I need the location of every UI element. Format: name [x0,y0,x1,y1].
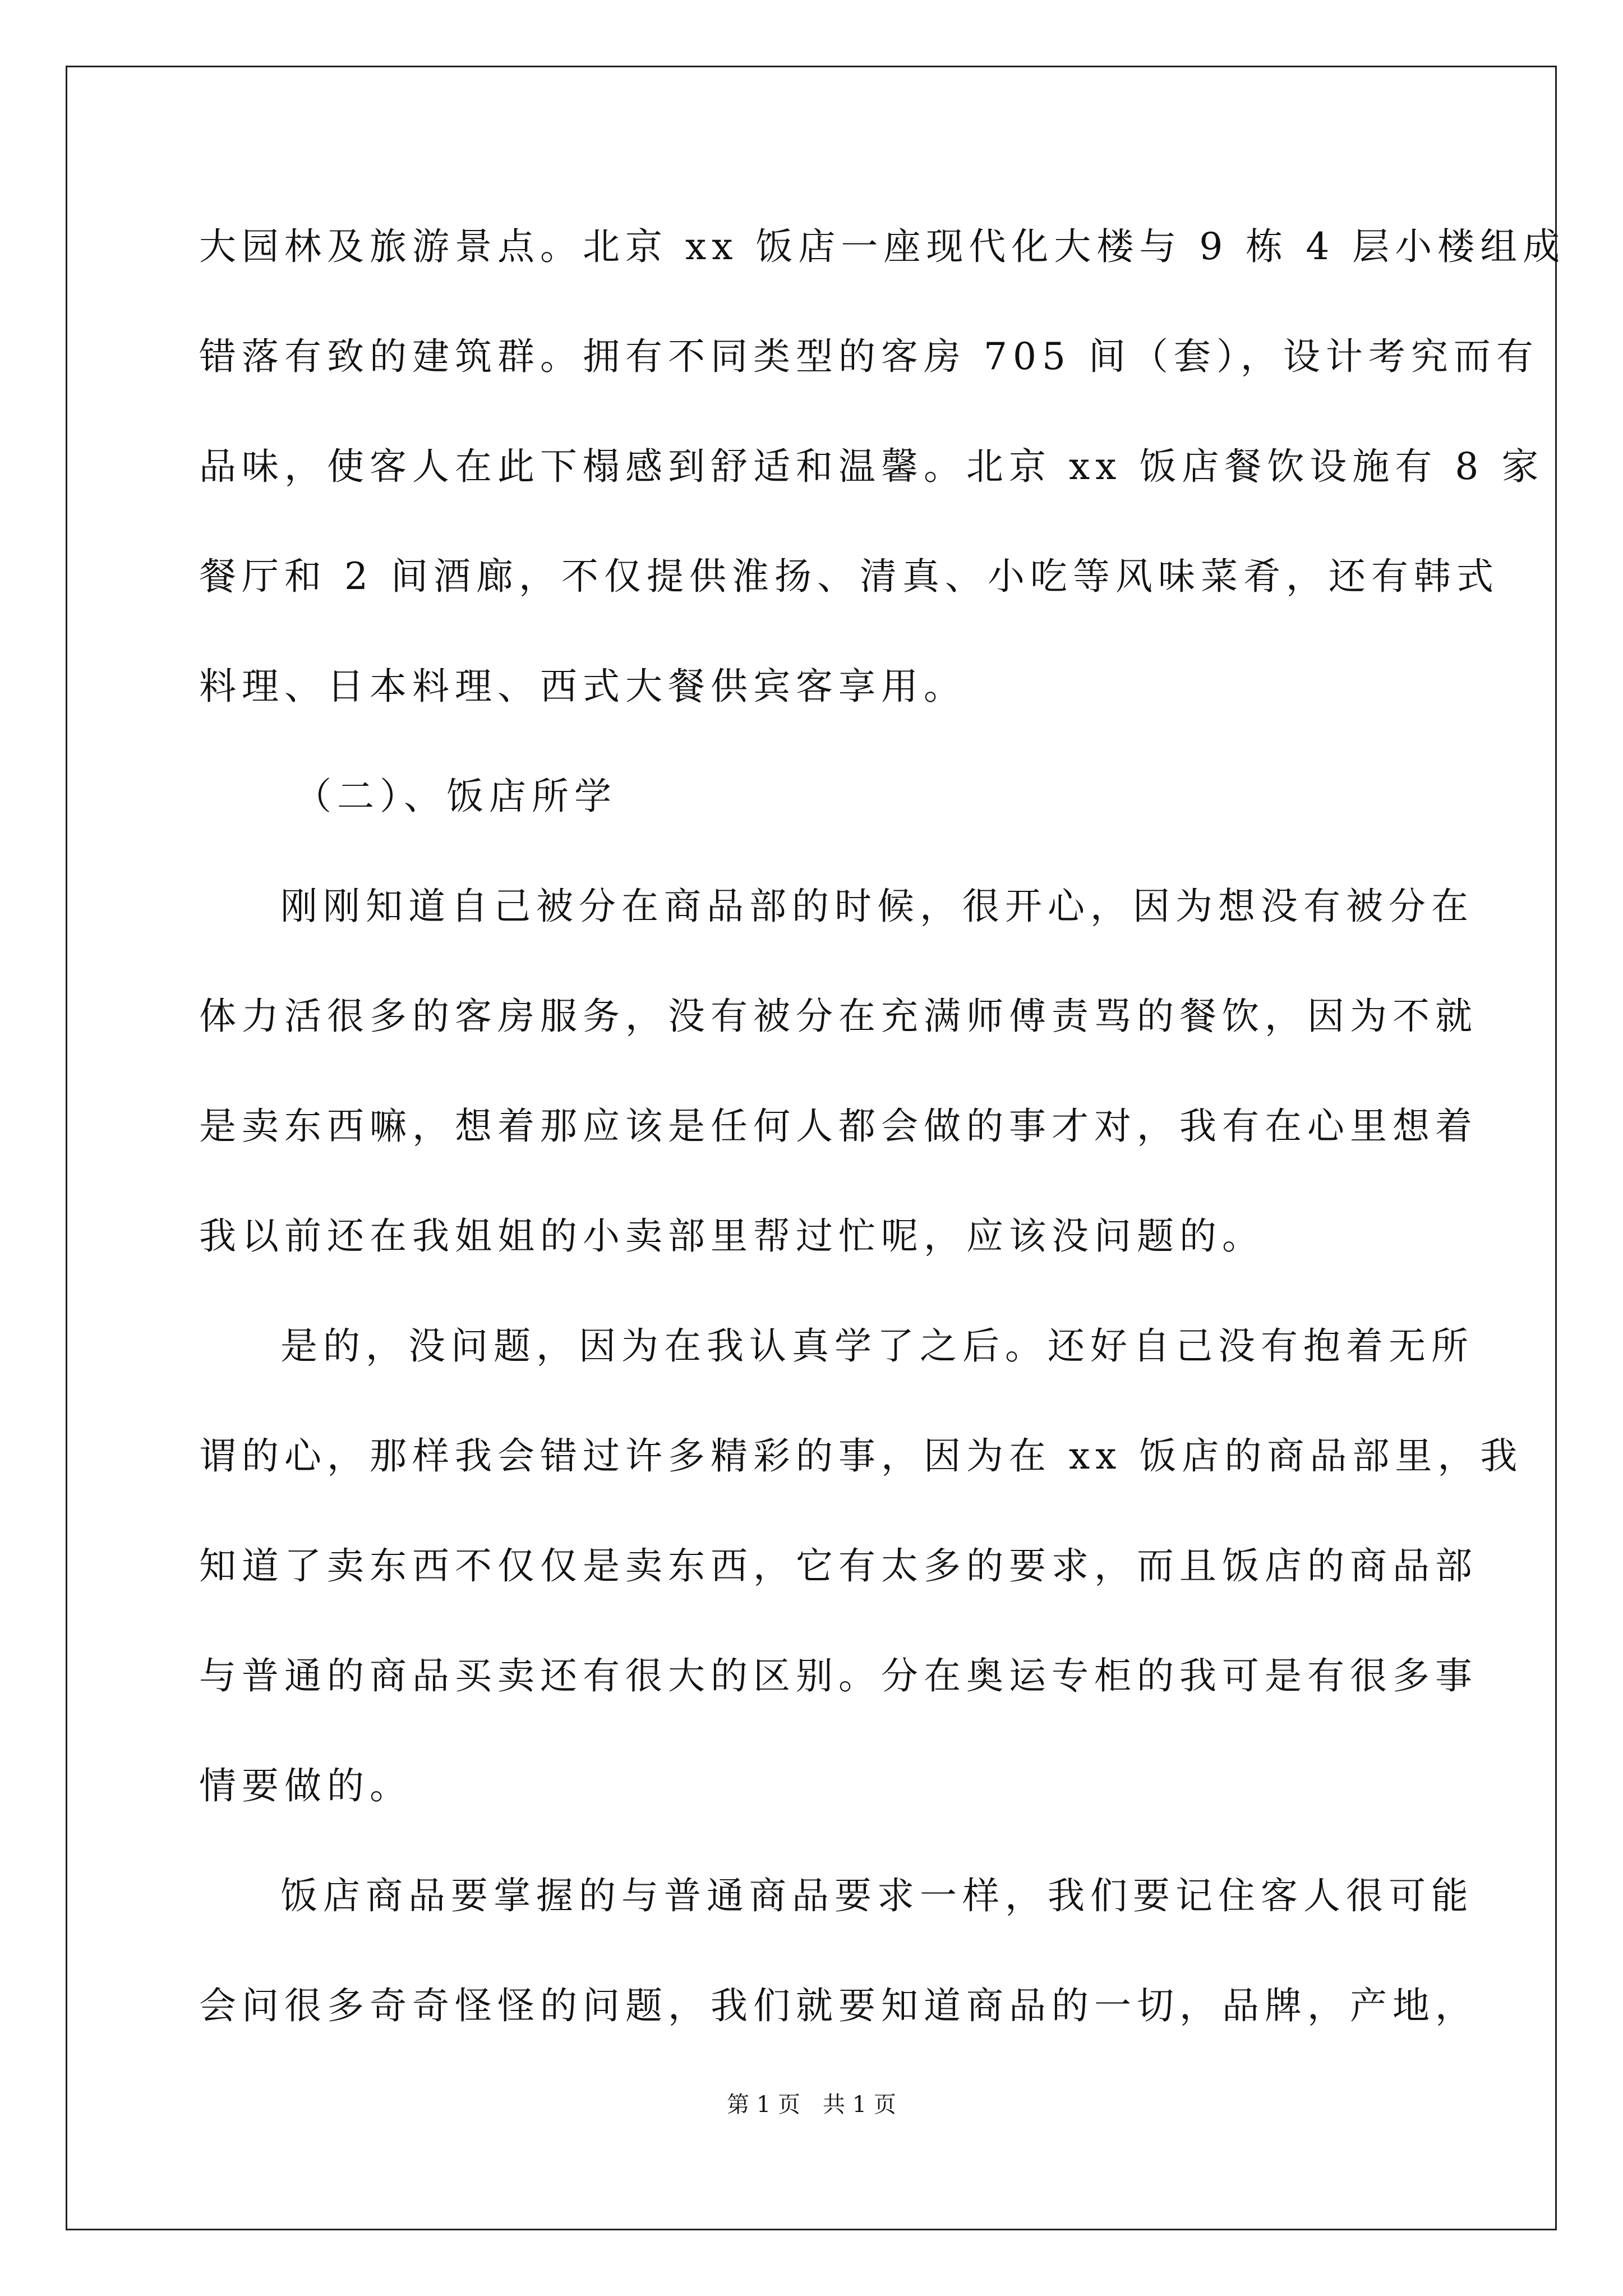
text-line: 知道了卖东西不仅仅是卖东西，它有太多的要求，而且饭店的商品部 [199,1544,1478,1588]
text-line: 我以前还在我姐姐的小卖部里帮过忙呢，应该没问题的。 [199,1214,1265,1258]
text-line: 错落有致的建筑群。拥有不同类型的客房 705 间（套），设计考究而有 [199,335,1539,378]
text-line: 大园林及旅游景点。北京 xx 饭店一座现代化大楼与 9 栋 4 层小楼组成 [199,225,1566,268]
paragraph-learning [199,1313,1523,1862]
text-line: 饭店商品要掌握的与普通商品要求一样，我们要记住客人很可能 [280,1874,1474,1917]
text-line: 谓的心，那样我会错过许多精彩的事，因为在 xx 饭店的商品部里，我 [199,1434,1523,1478]
paragraph-assignment [199,873,1478,1313]
text-line: 与普通的商品买卖还有很大的区别。分在奥运专柜的我可是有很多事 [199,1654,1478,1697]
text-line: 是的，没问题，因为在我认真学了之后。还好自己没有抱着无所 [280,1324,1474,1368]
text-line: 品味，使客人在此下榻感到舒适和温馨。北京 xx 饭店餐饮设施有 8 家 [199,445,1544,488]
page-footer: 第 1 页 共 1 页 [727,2092,896,2118]
text-line: 会问很多奇奇怪怪的问题，我们就要知道商品的一切，品牌，产地， [199,1984,1478,2027]
text-line: 是卖东西嘛，想着那应该是任何人都会做的事才对，我有在心里想着 [199,1105,1478,1148]
section-heading: （二）、饭店所学 [294,775,617,818]
text-line: 料理、日本料理、西式大餐供宾客享用。 [199,665,966,708]
text-line: 情要做的。 [199,1764,412,1807]
paragraph-product-knowledge [199,1862,1478,2082]
document-body [199,213,1566,2082]
text-line: 刚刚知道自己被分在商品部的时候，很开心，因为想没有被分在 [280,885,1474,928]
paragraph-hotel-intro [199,213,1566,763]
text-line: 餐厅和 2 间酒廊，不仅提供淮扬、清真、小吃等风味菜肴，还有韩式 [199,555,1499,598]
text-line: 体力活很多的客房服务，没有被分在充满师傅责骂的餐饮，因为不就 [199,995,1478,1038]
